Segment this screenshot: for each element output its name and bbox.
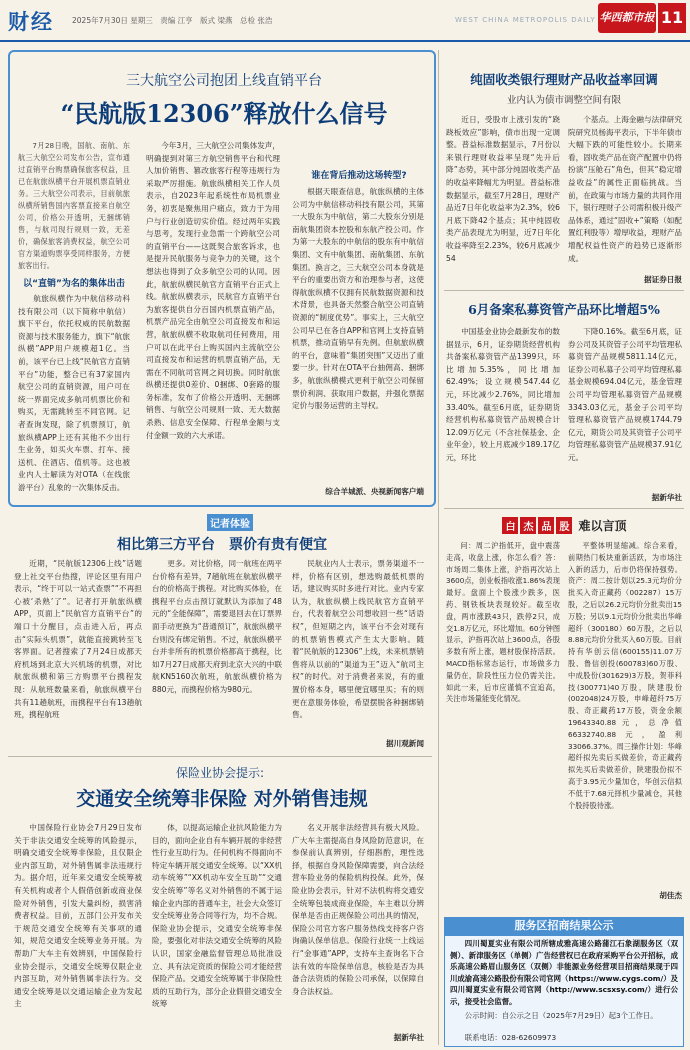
notice-phone: 联系电话：028-62609973: [464, 1033, 557, 1042]
bank-subhead: 业内认为债市调整空间有限: [506, 95, 621, 106]
page-header: [0, 0, 690, 42]
reporter-column-1: 近期，“民航版12306上线”话题登上社交平台热搜，评论区里有用户表示，“终于可以一站式查票”“不再担心被‘杀熟’了”。记者打开航旅纵横APP，页面上“民航官方直销平台”的端口十分醒目，点击进入后，再点击“实际头机票”，就能直接跳转至飞客界面。记者搜索了7月24日成都天府机场到北京大兴机场的机票，对比航旅纵横和第三方购票平台携程发现：从航班数量来看，航旅纵横平台共有11趟航班，而携程平台有13趟航班，携程航班: [14, 559, 142, 720]
bank-divider: [444, 290, 684, 291]
reporter-headline: 相比第三方平台 票价有贵有便宜: [117, 537, 327, 553]
notice-title: 服务区招商结果公示: [514, 919, 614, 932]
lead-column-3: 根据天眼查信息，航旅纵横的主体公司为中航信移动科技有限公司，其第一大股东为中航信，第二大股东分别是南航集团资本控股和东航产投公司。作为第一大股东的中航信的股东有中航信集团、文有中航集团、南航集团、东航集团。换言之，三大航空公司本身就是平台的重要出资方和治理参与者，这使得航旅纵横不仅拥有民航数据资源和技术背景，也具备天然整合航空公司直销资源的“制度优势”。事实上，三大航空公司早已在各自APP和官网上支持直销机票，推动直销早有先例。但航旅纵横的平台，意味着“集团突围”又迈出了重要一步。针对在OTA平台抽佣高、捆绑多，航旅纵横模式更利于航空公司保留票价利润、获取用户数据，并强化票据定价与服务运营的主导权。: [292, 187, 424, 411]
notice-text: 四川蜀夏实业有限公司所辖成雅高速公路蒲江石象湖服务区（双侧）、新津服务区（单侧）广告经营权已在政府采购平台公开招标，成乐高速公路眉山服务区（双侧）非能源业务经营项目招商结果现于四川成渝高速公路股份有限公司官网（https://www.cygs.com/）及四川蜀夏实业有限公司官网（http://www.scsxsy.com/）进行公示，接受社会监督。: [450, 939, 678, 1006]
bank-headline: 纯固收类银行理财产品收益率回调: [470, 72, 658, 87]
fund-column-1: 中国基金业协会最新发布的数据显示，6月，证券期货经营机构共备案私募资管产品1399只，环比增加5.35%，同比增加62.49%；设立规模547.44亿元，环比减少2.76%，同比增加33.40%。截至6月底，证券期货经营机构私募资管产品规模合计12.09万亿元（不含社保基金、企业年金），较上月底减少189.17亿元，环比: [446, 327, 560, 462]
insurance-column-2: 体，以提高运输企业抗风险能力为目的，面向企业自有车辆开展的非经营性行业互助行为。任何机构不得面向不特定车辆开展交通安全统筹。以“XX机动车统筹”“XX机动车安全互助”“交通安全统筹”等名义对外销售的不属于运输企业内部的普通车主，社会大众签订安全统筹业务合同等行为，均不合规。保险业协会提示，交通安全统筹非保险，要强化对非法交通安全统筹的风险认识，国家金融监督管理总局批准设立、具有法定资质的保险公司才能经营保险产品。交通安全统筹属于非保险性质的互助行为，部分企业假借交通安全统筹: [152, 823, 282, 1009]
qa-column-1: 问：周二沪指低开，盘中震荡走高，收盘上涨，你怎么看？答：市场周二集体上涨，沪指再次站上3600点，创业板指收涨1.86%表现最好。盘面上个股涨少跌多，医药、钢铁板块表现较好。截至收盘，两市涨跌43只，跌停2只，成交1.8万亿元，环比增加。60分钟图显示，沪指再次站上3600点，各股多数有所上涨，题材股保持活跃。MACD指标常态运行，市场做多力量仍在，阶段性压力位仍需关注。如此一来，后市应谨慎不宜追高，关注市场量能变化情况。: [446, 541, 561, 704]
reporter-column-3: 民航业内人士表示，票务渠道不一样，价格有区别，想选购最低机票的话，建议购买时多进行对比。业内专家认为，航旅纵横上线民航官方直销平台，代表着航空公司想收回一些“话语权”，但短期之内，该平台不会对现有的机票销售模式产生太大影响。随着“民航版的12306”上线，未来机票销售将从以前的“渠道为王”迈入“航司主权”的时代。对于消费者来说，有的重置价格本身，哪里便宜哪里买；有的则更在意服务体验，希望摆脱各种捆绑销售。: [292, 559, 424, 720]
reporter-source: 据川观新闻: [386, 739, 424, 748]
lead-kicker: 三大航空公司抱团上线直销平台: [126, 73, 322, 89]
section-divider: [8, 756, 432, 757]
lead-column-2: 今年3月，三大航空公司集体发声，明确提到对第三方航空销售平台和代理人加价销售、篡改旅客行程等违规行为采取严厉措施。航旅纵横相关工作人员表示，自2023年起系统性布局机票业务，初衷是聚焦用户痛点，致力于为用户与行业创造切实价值。经过两年实践与思考，发现行业急需一个跨航空公司的直销平台——这既契合旅客诉求，也是提升民航服务与竞争力的关键，这个想法也得到了众多航空公司的认同。因此，航旅纵横民航官方直销平台正式上线。航旅纵横表示，民航官方直销平台为旅客提供自分百国内机票直销产品，机票产品完全由航空公司直接发布和运营，航旅纵横不收取航司任何费用，用户可以在此平台上购买国内主流航空公司直接发布和运营的机票直销产品，无需在不同航司官网之间切换。同时航旅纵横还提供0差价、0捆绑、0套路的服务标准，发布了价格公开透明、无捆绑销售、与航空公司规则一致、无大数据杀熟、信息安全保障、行程单金额与支付金额一致的六大承诺。: [146, 141, 280, 440]
insurance-headline: 交通安全统筹非保险 对外销售违规: [76, 788, 368, 810]
fund-source: 据新华社: [651, 493, 682, 502]
insurance-source: 据新华社: [393, 1033, 424, 1042]
insurance-column-3: 名义开展非法经营具有极大风险。广大车主需提高自身风险防范意识，在参保前认真辨别，仔细斟酌，理性选择，根据自身风险保障需要，向合法经营车险业务的保险机构投保。此外，保险业协会表示，针对不法机构将交通安全统筹包装成商业保险，车主难以分辨保单是否由正规保险公司出具的情况，保险公司官方客户服务热线支持客户咨询确认保单信息。保险行业统一上线运行“金事通”APP，支持车主查询名下合法有效的车险保单信息，核验是否为具备合法资质的保险公司承保，以保障自身合法权益。: [292, 823, 424, 996]
header-watermark: WEST CHINA METROPOLIS DAILY: [455, 16, 596, 24]
qa-tag-char: 股: [556, 517, 572, 534]
lead-column-1: 航旅纵横作为中航信移动科技有限公司（以下简称中航信）旗下平台，依托权威的民航数据资源与技术服务能力，旗下“航旅纵横”APP用户规模超1亿。当前，该平台已上线“民航官方直销平台”功能，整合已有37家国内航空公司的直销资源，用户可在统一界面完成多航司机票比价和购买，无需跳转至不同官网。记者查询发现，除了机票预订，航旅纵横APP上还有其他不少出行生业务，如买火车票、打车、接送机、住酒店、值机等。这也被业内人士解读为对OTA（在线旅游平台）乱象的一次集体反击。: [18, 294, 130, 492]
column-divider: [438, 50, 439, 1045]
page-number: 11: [658, 3, 686, 33]
fund-divider: [444, 508, 684, 509]
issue-meta: 2025年7月30日 星期三 责编 江亨 版式 梁燕 总检 张浩: [72, 16, 273, 25]
reporter-tag: 记者体验: [190, 512, 270, 531]
section-title: 财经: [8, 10, 54, 34]
lead-subhead-1: 以“直销”为名的集体出击: [23, 279, 125, 289]
qa-column-2: 平整体明显缩减。综合来看，前期热门板块重新活跃，为市场注入新的活力，后市仍将保持强势。资产：周二按计划以25.3元均价分批买入奇正藏药（002287）15万股，之后以26.2元均价分批卖出15万股；另以9.1元均价分批卖出华峰超纤（300180）60万股，之后以8.88元均价分批买入60万股。目前持有华创云信(600155)11.07万股、鲁信创投(600783)60万股、中成股份(301629)3万股，贺菲科技(300771)40万股，陕建股份(002048)24万股，申峰超纤75万股、奇正藏药17万股，资金余额19643340.88元，总净值66332740.88元，盈利33066.37%。周三操作计划：华峰超纤拟先卖后买做差价，奇正藏药拟先买后卖做差价，陕建股份拟不高于3.95元少量加仓，华创云信拟不低于7.68元择机少量减仓，其他个股持股待涨。: [568, 541, 682, 810]
fund-column-2: 下降0.16%。截至6月底，证券公司及其资管子公司平均管理私募资管产品规模5811.14亿元，证券公司私募子公司平均管理私募基金规模694.04亿元，基金管理公司平均管理私募资管产品规模3343.03亿元，基金子公司平均管理私募资管产品规模1744.79亿元，期货公司及其资管子公司平均管理私募资管产品规模37.91亿元。: [568, 327, 682, 462]
newspaper-logo: 华西都市报: [598, 3, 656, 33]
notice-period: 公示时间：自公示之日（2025年7月29日）起3个工作日。: [464, 1011, 658, 1020]
lead-source: 综合羊城派、央视新闻客户端: [325, 487, 424, 496]
insurance-kicker: 保险业协会提示:: [175, 766, 265, 780]
fund-headline: 6月备案私募资管产品环比增超5%: [468, 302, 660, 317]
lead-headline: “民航版12306”释放什么信号: [60, 99, 388, 128]
qa-title: 难以言顶: [578, 519, 627, 533]
lead-subhead-2: 谁在背后推动这场转型?: [311, 171, 407, 181]
qa-tag-char: 白: [502, 517, 518, 534]
qa-source: 胡佳杰: [659, 891, 682, 900]
bank-source: 据证券日报: [644, 275, 682, 284]
notice-title-bar: [444, 917, 684, 935]
insurance-column-1: 中国保险行业协会7月29日发布关于非法交通安全统筹的风险提示，明确交通安全统筹非保险，且仅限企业内部互助，对外销售属非法违规行为。据介绍，近年来交通安全统筹被有关机构或者个人假借创新或商业保险对外销售，引发大量纠纷，损害消费者权益。目前，五部门公开发布关于规范交通安全统筹有关事项的通知，规范交通安全统筹业务开展。为帮助广大车主有效辨别，中国保险行业协会提示，交通安全统筹仅限企业内部互助，对外销售属非法行为。交通安全统筹是以交通运输企业为发起主: [14, 823, 142, 1009]
header-rule: [0, 40, 690, 42]
qa-title-row: [444, 515, 684, 534]
qa-tag-char: 杰: [520, 517, 536, 534]
bank-column-1: 近日，受股市上涨引发的“跷跷板效应”影响，债市出现一定调整。普益标准数据显示，7月份以来银行理财收益率呈现“先升后降”态势，其中部分纯固收类产品的收益率降幅尤为明显。普益标准数据显示，截至7月28日，理财产品近7日年化收益率为2.3%，较6月底下降42个基点；其中纯固收类产品表现尤为明显，近7日年化收益率降至2.23%，较6月底减少54: [446, 115, 560, 263]
reporter-column-2: 更多。对比价格，同一航班在两平台价格有差异，7趟航班在航旅纵横平台的价格高于携程。对比购买体验，在携程平台点击预订就默认为添加了48元的“全能保障”，需要退回去在订票界面手动更换为“普通预订”，航旅纵横平台则没有绑定销售。不过，航旅纵横平台并非所有的机票价格都高于携程，比如7月27日成都天府到北京大兴的中联航KN5160次航班，航旅纵横价格为880元，而携程价格为980元。: [152, 559, 282, 694]
bank-column-2: 个基点。上海金融与法律研究院研究员杨海平表示，下半年债市大幅下跌的可能性较小。长期来看，固收类产品在资产配置中仍将扮演“压舱石”角色，但其“稳定增益收益”的属性正面临挑战。当前，在政策与市场力量的共同作用下，银行理财子公司需积极升级产品体系，通过“固收+”策略（如配置红利股等）增厚收益，理财产品增配权益性资产的趋势已逐渐形成。: [568, 115, 682, 263]
qa-tag-char: 品: [538, 517, 554, 534]
lead-intro: 7月28日晚，国航、南航、东航三大航空公司发布公告，宣布通过直销平台购票确保旅客权益，且已在航旅纵横平台开展机票直销业务。三大航空公司表示，目前航旅纵横所销售国内客票直接来自航空公司，价格公开透明，无捆绑销售，与航司现行规则一致，无差价，确保旅客消费权益，航空公司官方渠道购票享受同样服务，方便旅客出行。: [18, 141, 130, 270]
